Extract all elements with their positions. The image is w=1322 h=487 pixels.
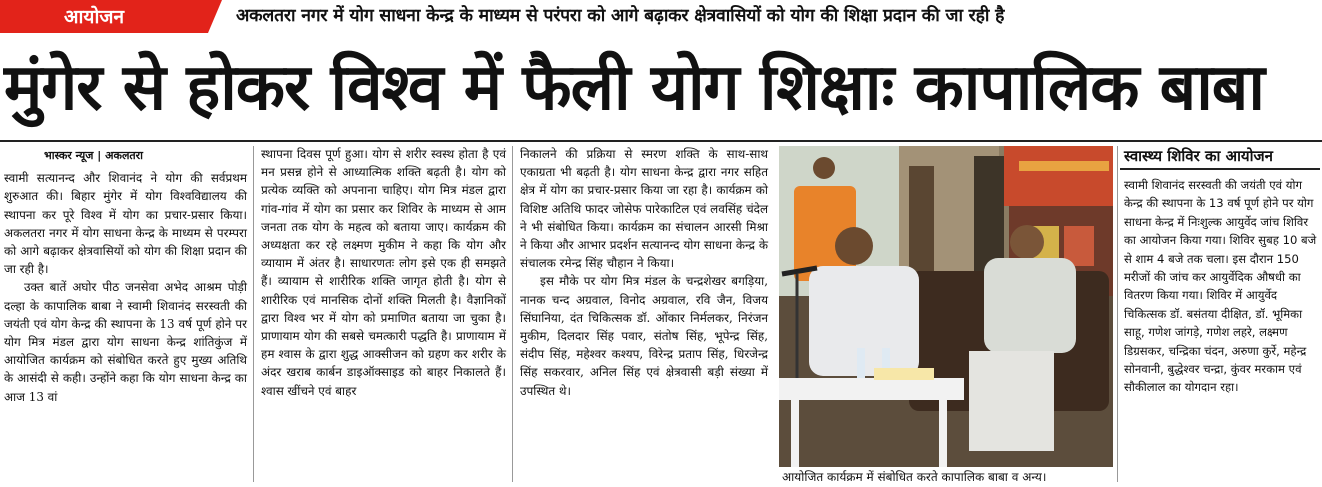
section-tag [0, 0, 208, 33]
headline-rule [0, 140, 1322, 142]
headline: मुंगेर से होकर विश्व में फैली योग शिक्षाः कापालिक बाबा [4, 51, 1264, 125]
article-column-2 [261, 145, 506, 400]
column-2-paragraph-1: स्थापना दिवस पूर्ण हुआ। योग से शरीर स्वस्थ होता है एवं मन प्रसन्न होने से आध्यात्मिक शक्ति बढ़ती है। योग को प्रत्येक व्यक्ति को अपनाना चाहिए। योग मित्र मंडल द्वारा गांव-गांव में योग का प्रसार कर शिविर के माध्यम से आम जनता तक योग के महत्व को बताया जाए। कार्यक्रम की अध्यक्षता कर रहे लक्ष्मण मुकीम ने कहा कि योग और व्यायाम में अंतर है। साधारणतः लोग इसे एक ही समझते हैं। व्यायाम से शारीरिक शक्ति जागृत होती है। योग से शारीरिक एवं मानसिक दोनों शक्ति मिलती है। वैज्ञानिकों द्वारा विश्व भर में योग को प्रमाणित बताया जा चुका है। प्राणायाम योग की सबसे चमत्कारी पद्धति है। प्राणायाम में हम श्वास के द्वारा शुद्ध आक्सीजन को ग्रहण कर शरीर के अंदर खराब कार्बन डाइऑक्साइड को बाहर निकालते हैं। श्वास खींचने एवं बाहर [261, 147, 506, 398]
sidebar-divider [1117, 146, 1118, 482]
article-column-1 [4, 145, 247, 406]
section-tag-notch [208, 0, 222, 33]
event-photo [779, 146, 1113, 467]
column-1-paragraph-2: उक्त बातें अघोर पीठ जनसेवा अभेद आश्रम पोड़ी दल्हा के कापालिक बाबा ने स्वामी शिवानंद सरस्वती की जयंती एवं योग केन्द्र की स्थापना के 13 वर्ष पूर्ण होने पर योग मित्र मंडल द्वारा योग साधना केन्द्र शांतिकुंज में आयोजित कार्यक्रम को संबोधित करते हुए मुख्य अतिथि के आसंदी से कही। उन्होंने कहा कि योग साधना केन्द्र का आज 13 वां [4, 280, 247, 404]
article-column-3 [520, 145, 768, 400]
section-tag-label: आयोजन [64, 6, 125, 28]
column-divider [512, 146, 513, 482]
column-divider [253, 146, 254, 482]
event-photo-illustration [779, 146, 1113, 467]
sidebar-title-rule [1120, 168, 1320, 170]
byline: भास्कर न्यूज | अकलतरा [44, 149, 144, 162]
sidebar-title: स्वास्थ्य शिविर का आयोजन [1124, 147, 1273, 165]
column-3-paragraph-1: निकालने की प्रक्रिया से स्मरण शक्ति के साथ-साथ एकाग्रता भी बढ़ती है। योग साधना केन्द्र द्वारा नगर सहित क्षेत्र में योग का प्रचार-प्रसार किया जा रहा है। कार्यक्रम को विशिष्ट अतिथि फादर जोसेफ पारेकाटिल एवं लवसिंह चंदेल ने भी संबोधित किया। कार्यक्रम का संचालन आरसी मिश्रा ने किया और आभार प्रदर्शन सत्यानन्द योग साधना केन्द्र के संचालक रमेन्द्र सिंह चौहान ने किया। [520, 147, 768, 271]
photo-caption: आयोजित कार्यक्रम में संबोधित करते कापालिक बाबा व अन्य। [782, 470, 1047, 484]
column-1-paragraph-1: स्वामी सत्यानन्द और शिवानंद ने योग की सर्वप्रथम शुरुआत की। बिहार मुंगेर में योग विश्वविद्यालय की स्थापना कर पूरे विश्व में योग का प्रचार-प्रसार किया। अकलतरा नगर में योग साधना केन्द्र के माध्यम से परम्परा को आगे बढ़ाकर क्षेत्रवासियों को योग की शिक्षा प्रदान की जा रही है। [4, 171, 247, 277]
column-3-paragraph-2: इस मौके पर योग मित्र मंडल के चन्द्रशेखर बगड़िया, नानक चन्द अग्रवाल, विनोद अग्रवाल, रवि जैन, विजय सिंघानिया, दंत चिकित्सक डॉ. ओंकार निर्मलकर, निरंजन मुकीम, दिलदार सिंह पवार, संतोष सिंह, भूपेन्द्र सिंह, संदीप सिंह, महेश्वर कश्यप, विरेन्द्र प्रताप सिंह, धिरजेन्द्र सिंह सकरवार, अनिल सिंह एवं क्षेत्रवासी बड़ी संख्या में उपस्थित थे। [520, 274, 768, 398]
kicker-line: अकलतरा नगर में योग साधना केन्द्र के माध्यम से परंपरा को आगे बढ़ाकर क्षेत्रवासियों को योग की शिक्षा प्रदान की जा रही है [236, 6, 1005, 26]
sidebar-text: स्वामी शिवानंद सरस्वती की जयंती एवं योग केन्द्र की स्थापना के 13 वर्ष पूर्ण होने पर योग साधना केन्द्र में निःशुल्क आयुर्वेद जांच शिविर का आयोजन किया गया। शिविर सुबह 10 बजे से शाम 4 बजे तक चला। इस दौरान 150 मरीजों की जांच कर आयुर्वेदिक औषधी का वितरण किया गया। शिविर में आयुर्वेद चिकित्सक डॉ. बसंतया दीक्षित, डॉ. भूमिका साहू, गणेश जांगड़े, गणेश लहरे, लक्ष्मण डिग्रसकर, चन्द्रिका चंदन, अरुणा कुर्रे, महेन्द्र सोनवानी, बुद्धेश्वर चन्द्रा, कुंवर मरकाम एवं सौकीलाल का योगदान रहा। [1124, 178, 1317, 395]
